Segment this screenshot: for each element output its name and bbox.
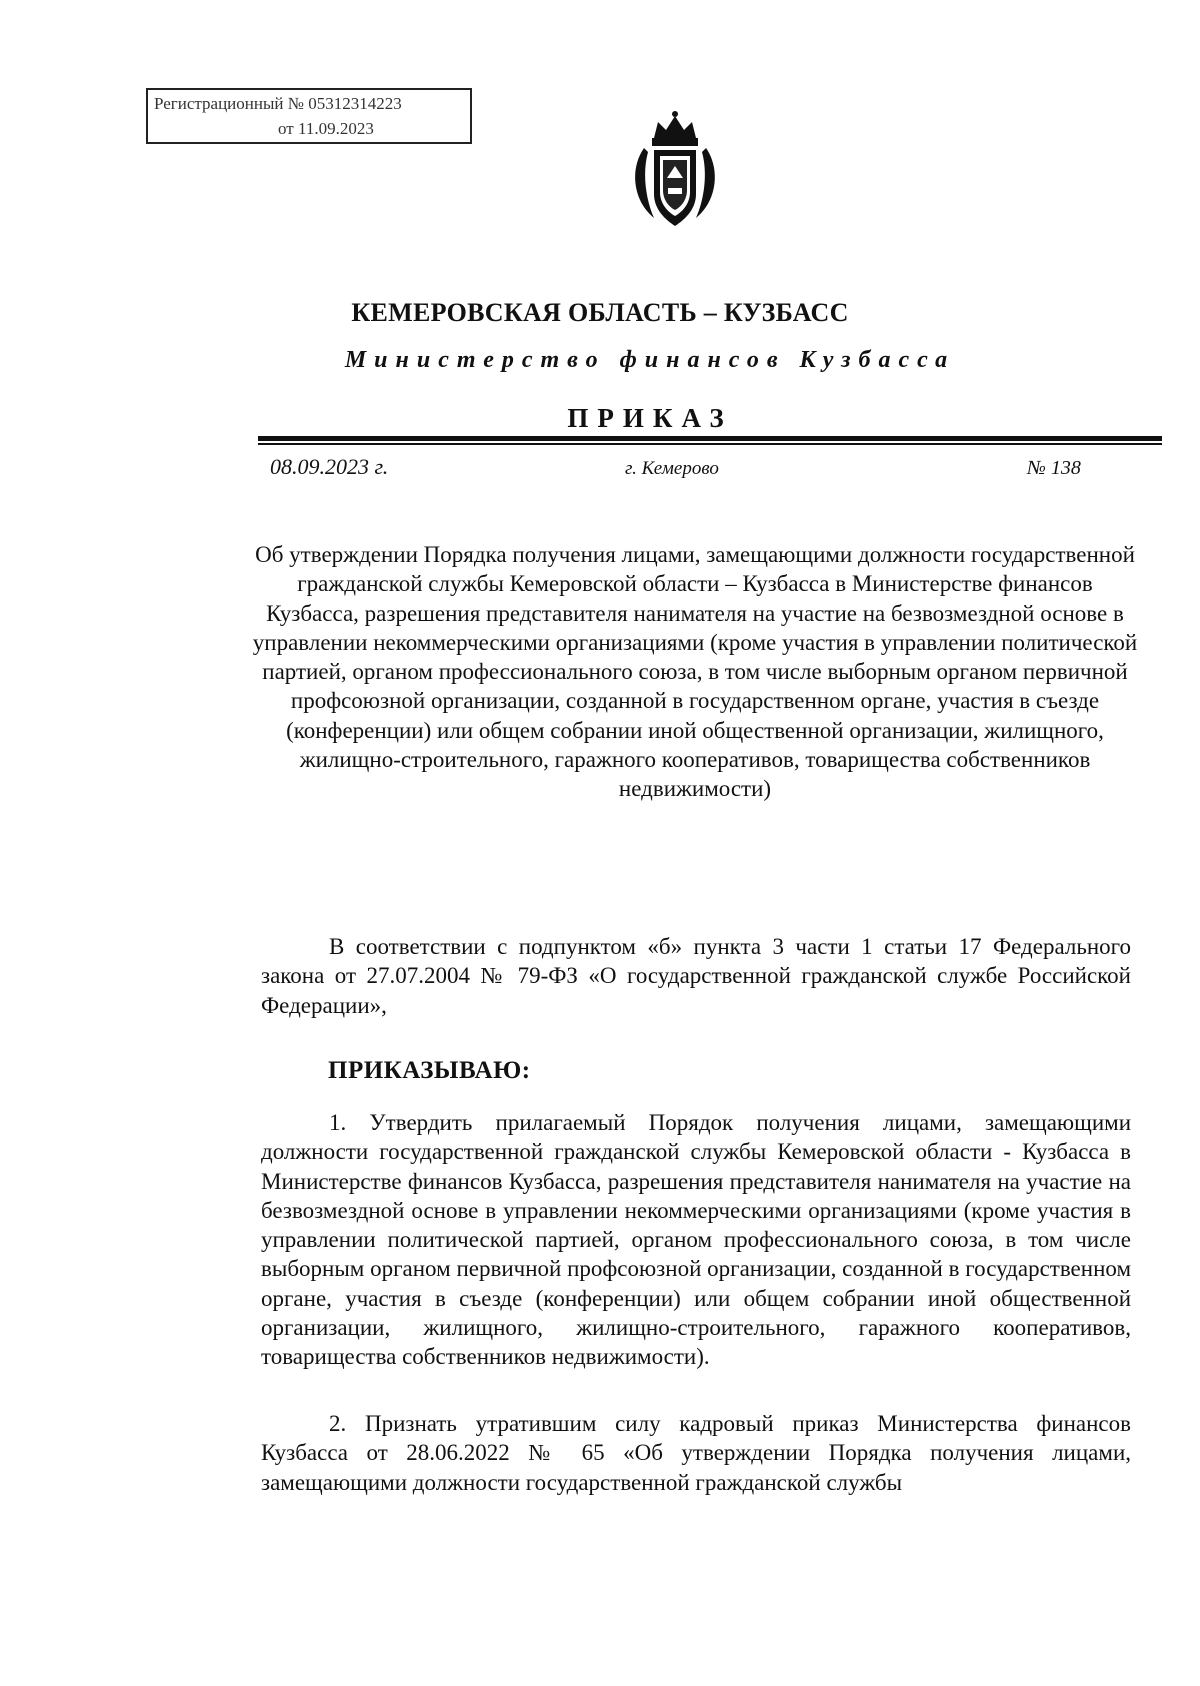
- order-item-2: 2. Признать утратившим силу кадровый приказ Министерства финансов Кузбасса от 28.06.2022 № 65 «Об утверждении Порядка получения лицами, замещающими должности государственной гражданской службы: [261, 1411, 1131, 1495]
- registration-date: от 11.09.2023: [278, 119, 374, 138]
- order-city: г. Кемерово: [625, 458, 719, 479]
- ministry-name: Министерство финансов Кузбасса: [344, 347, 956, 373]
- header-divider: [258, 436, 1162, 441]
- header-divider-thin: [258, 443, 1162, 445]
- document-type: ПРИКАЗ: [567, 403, 733, 433]
- registration-number: Регистрационный № 05312314223: [154, 94, 402, 113]
- legal-basis-paragraph: В соответствии с подпунктом «б» пункта 3 части 1 статьи 17 Федерального закона от 27.07.2004 № 79-ФЗ «О государственной гражданской службе Российской Федерации»,: [261, 934, 1131, 1018]
- order-item-1: 1. Утвердить прилагаемый Порядок получения лицами, замещающими должности государственной гражданской службы Кемеровской области - Кузбасса в Министерстве финансов Кузбасса, разрешения представителя нанимателя на участие на безвозмездной основе в управлении некоммерческими организациями (кроме участия в управлении политической партией, органом профессионального союза, в том числе выборным органом первичной профсоюзной организации, созданной в государственном органе, участия в съезде (конференции) или общем собрании иной общественной организации, жилищного, жилищно-строительного, гаражного кооперативов, товарищества собственников недвижимости).: [261, 1110, 1131, 1370]
- decree-heading: ПРИКАЗЫВАЮ:: [328, 1057, 531, 1084]
- order-date: 08.09.2023 г.: [270, 454, 389, 479]
- coat-of-arms-icon: [624, 108, 726, 230]
- order-title: Об утверждении Порядка получения лицами, замещающими должности государственной гражданской службы Кемеровской области – Кузбасса в Министерстве финансов Кузбасса, разрешения представителя нанимателя на участие на безвозмездной основе в управлении некоммерческими организациями (кроме участия в управлении политической партией, органом профессионального союза, в том числе выборным органом первичной профсоюзной организации, созданной в государственном органе, участия в съезде (конференции) или общем собрании иной общественной организации, жилищного, жилищно-строительного, гаражного кооперативов, товарищества собственников недвижимости): [252, 542, 1138, 802]
- region-name: КЕМЕРОВСКАЯ ОБЛАСТЬ – КУЗБАСС: [351, 298, 849, 327]
- registration-stamp: [146, 88, 472, 144]
- order-number: № 138: [1027, 457, 1081, 479]
